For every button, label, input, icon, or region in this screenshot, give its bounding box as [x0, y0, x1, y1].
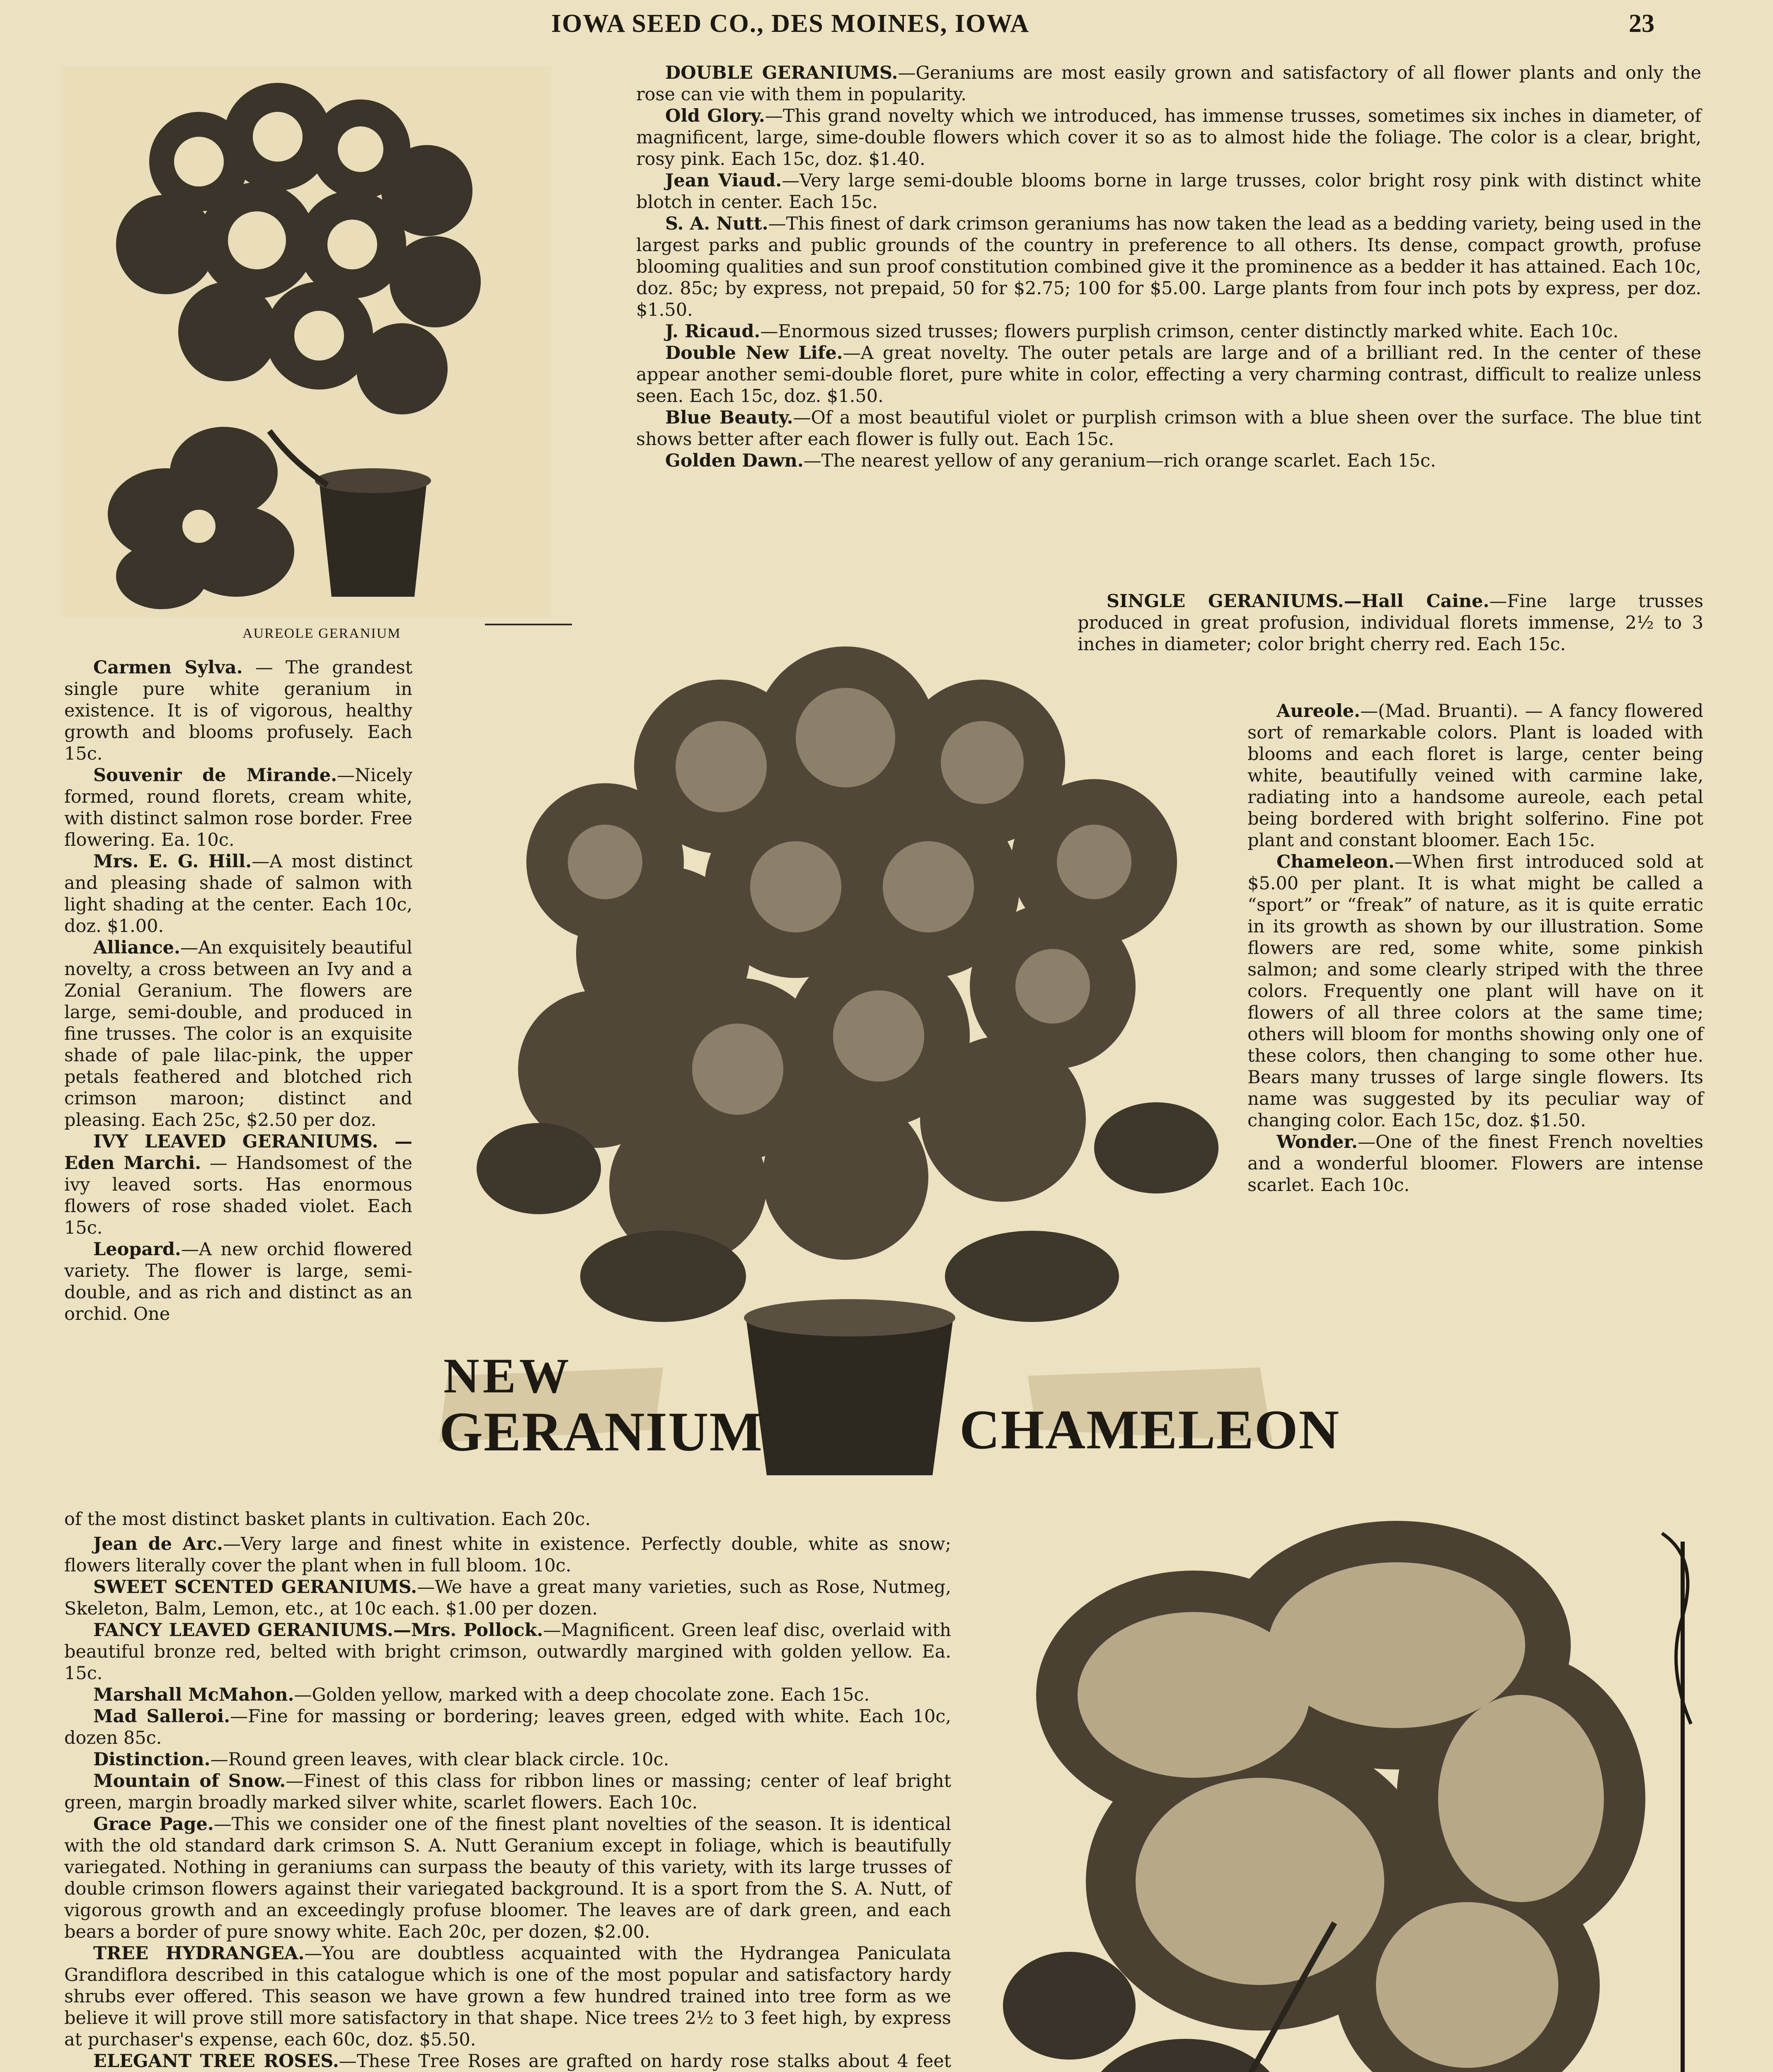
entry-s-a-nutt: S. A. Nutt.—This finest of dark crimson geraniums has now taken the lead as a bedding variety, being used in the largest parks and public grounds of the country in preference to all others. Its dense, compact growth, profuse blooming qualities and sun proof constitution combined give it the prominence as a bedder it has attained. Each 10c, doz. 85c; by express, not prepaid, 50 for $2.75; 100 for $5.00. Large plants from four inch pots by express, per doz. $1.50.	[636, 213, 1701, 320]
entry-old-glory: Old Glory.—This grand novelty which we introduced, has immense trusses, sometimes six inches in diameter, of magnificent, large, sime-double flowers which cover it so as to almost hide the foliage. The color is a clear, bright, rosy pink. Each 15c, doz. $1.40.	[636, 106, 1701, 169]
left-column-text	[64, 657, 412, 1325]
chameleon-word-chameleon: CHAMELEON	[959, 1399, 1340, 1461]
aureole-geranium-caption: AUREOLE GERANIUM	[242, 626, 401, 641]
entry-double-new-life: Double New Life.—A great novelty. The outer petals are large and of a brilliant red. In the center of these appear another semi-double floret, pure white in color, effecting a very charming contrast, difficult to realize unless seen. Each 15c, doz. $1.50.	[636, 343, 1701, 407]
entry-marshall-mcmahon: Marshall McMahon.—Golden yellow, marked with a deep chocolate zone. Each 15c.	[93, 1685, 870, 1705]
entry-souvenir-de-mirande: Souvenir de Mirande.—Nicely formed, round florets, cream white, with distinct salmon rose border. Free flowering. Ea. 10c.	[64, 765, 412, 850]
entry-golden-dawn: Golden Dawn.—The nearest yellow of any geranium—rich orange scarlet. Each 15c.	[665, 450, 1436, 471]
entry-jean-viaud: Jean Viaud.—Very large semi-double blooms borne in large trusses, color bright rosy pink with distinct white blotch in center. Each 15c.	[636, 170, 1701, 213]
entry-j-ricaud: J. Ricaud.—Enormous sized trusses; flowers purplish crimson, center distinctly marked white. Each 10c.	[665, 321, 1619, 342]
caption-rule	[485, 624, 572, 625]
entry-leopard: Leopard.—A new orchid flowered variety. The flower is large, semi-double, and as rich and distinct as an orchid. One	[64, 1239, 412, 1324]
leopard-continued: of the most distinct basket plants in cultivation. Each 20c.	[64, 1509, 591, 1530]
entry-hall-caine: SINGLE GERANIUMS.—Hall Caine.—Fine large trusses produced in great profusion, individual florets immense, 2½ to 3 inches in diameter; color bright cherry red. Each 15c.	[1078, 591, 1703, 655]
page-header-title: IOWA SEED CO., DES MOINES, IOWA	[551, 10, 1030, 38]
chameleon-word-new: NEW	[443, 1348, 572, 1403]
entry-mountain-of-snow: Mountain of Snow.—Finest of this class for ribbon lines or massing; center of leaf bright green, margin broadly marked silver white, scarlet flowers. Each 10c.	[64, 1771, 951, 1813]
ivy-geranium-illustration	[962, 1508, 1699, 2072]
right-column-text	[1078, 591, 1703, 655]
entry-blue-beauty: Blue Beauty.—Of a most beautiful violet or purplish crimson with a blue sheen over the surface. The blue tint shows better after each flower is fully out. Each 15c.	[636, 407, 1702, 450]
entry-chameleon: Chameleon.—When first introduced sold at $5.00 per plant. It is what might be called a “sport” or “freak” of nature, as it is quite erratic in its growth as shown by our illustration. Some flowers are red, some white, some pinkish salmon; and some clearly striped with the three colors. Frequently one plant will have on it flowers of all three colors at the same time; others will bloom for months showing only one of these colors, then changing to some other hue. Bears many trusses of large single flowers. Its name was suggested by its peculiar way of changing color. Each 15c, doz. $1.50.	[1247, 852, 1703, 1131]
entry-alliance: Alliance.—An exquisitely beautiful novelty, a cross between an Ivy and a Zonial Geranium. The flowers are large, semi-double, and produced in fine trusses. The color is an exquisite shade of pale lilac-pink, the upper petals feathered and blotched rich crimson maroon; distinct and pleasing. Each 25c, $2.50 per doz.	[64, 937, 412, 1130]
chameleon-geranium-illustration	[431, 630, 1340, 1508]
entry-wonder: Wonder.—One of the finest French novelties and a wonderful bloomer. Flowers are intense scarlet. Each 10c.	[1247, 1132, 1703, 1196]
bottom-column-text	[64, 1533, 951, 2072]
entry-mrs-pollock: FANCY LEAVED GERANIUMS.—Mrs. Pollock.—Magnificent. Green leaf disc, overlaid with beautiful bronze red, belted with bright crimson, outwardly margined with golden yellow. Ea. 15c.	[64, 1620, 951, 1684]
entry-eden-marchi: IVY LEAVED GERANIUMS. — Eden Marchi. — Handsomest of the ivy leaved sorts. Has enormous flowers of rose shaded violet. Each 15c.	[64, 1131, 412, 1238]
double-geraniums-section	[636, 62, 1701, 472]
page-number: 23	[1629, 10, 1654, 38]
right-column-text-2	[1247, 700, 1703, 1196]
entry-tree-hydrangea: TREE HYDRANGEA.—You are doubtless acquainted with the Hydrangea Paniculata Grandiflora described in this catalogue which is one of the most popular and satisfactory hardy shrubs ever offered. This season we have grown a few hundred trained into tree form as we believe it will prove still more satisfactory in that shape. Nice trees 2½ to 3 feet high, by express at purchaser's expense, each 60c, doz. $5.50.	[64, 1943, 951, 2050]
entry-distinction: Distinction.—Round green leaves, with clear black circle. 10c.	[93, 1749, 669, 1770]
entry-mad-salleroi: Mad Salleroi.—Fine for massing or bordering; leaves green, edged with white. Each 10c, dozen 85c.	[64, 1706, 951, 1748]
entry-aureole: Aureole.—(Mad. Bruanti). — A fancy flowered sort of remarkable colors. Plant is loaded with blooms and each floret is large, center being white, beautifully veined with carmine lake, radiating into a handsome aureole, each petal being bordered with bright solferino. Fine pot plant and constant bloomer. Each 15c.	[1247, 701, 1703, 851]
chameleon-word-geranium: GERANIUM	[439, 1401, 763, 1463]
entry-mrs-e-g-hill: Mrs. E. G. Hill.—A most distinct and pleasing shade of salmon with light shading at the center. Each 10c, doz. $1.00.	[64, 851, 412, 937]
aureole-geranium-illustration	[62, 66, 551, 617]
entry-jean-de-arc: Jean de Arc.—Very large and finest white in existence. Perfectly double, white as snow; flowers literally cover the plant when in full bloom. 10c.	[64, 1534, 951, 1576]
entry-carmen-sylva: Carmen Sylva. — The grandest single pure white geranium in existence. It is of vigorous, healthy growth and blooms profusely. Each 15c.	[64, 657, 412, 764]
entry-sweet-scented: SWEET SCENTED GERANIUMS.—We have a great many varieties, such as Rose, Nutmeg, Skeleton, Balm, Lemon, etc., at 10c each. $1.00 per dozen.	[64, 1577, 951, 1619]
entry-grace-page: Grace Page.—This we consider one of the finest plant novelties of the season. It is identical with the old standard dark crimson S. A. Nutt Geranium except in foliage, which is beautifully variegated. Nothing in geraniums can surpass the beauty of this variety, with its large trusses of double crimson flowers against their variegated background. It is a sport from the S. A. Nutt, of vigorous growth and an exceedingly profuse bloomer. The leaves are of dark green, and each bears a border of pure snowy white. Each 20c, per dozen, $2.00.	[64, 1814, 952, 1942]
entry-elegant-tree-roses: ELEGANT TREE ROSES.—These Tree Roses are grafted on hardy rose stalks about 4 feet	[93, 2051, 951, 2072]
entry-double-geraniums: DOUBLE GERANIUMS.—Geraniums are most easily grown and satisfactory of all flower plants and only the rose can vie with them in popularity.	[636, 63, 1702, 105]
